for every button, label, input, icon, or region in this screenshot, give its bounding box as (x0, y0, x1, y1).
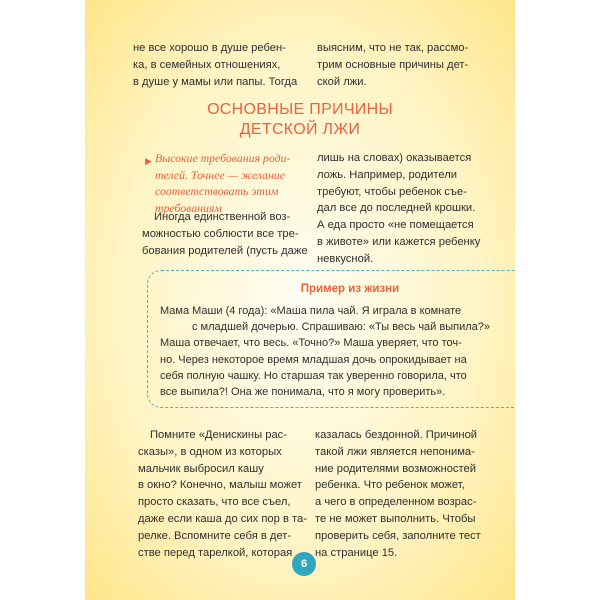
bottom-left-text: Помните «Денискины рас- сказы», в одном из которых мальчик выбросил кашу в окно? Конечно, малыш может просто сказать, что все съел, даже если каша до сих пор в та- релке. Вспомните себя в дет- стве перед тарелкой, которая (138, 429, 307, 559)
right-paragraph: лишь на словах) оказывается ложь. Например, родители требуют, чтобы ребенок съе- дал все до последней крошки. А еда просто «не помещается в животе» или кажется ребенку невкусной. (317, 152, 481, 265)
example-text: Мама Маши (4 года): «Маша пила чай. Я играла в комнате с младшей дочерью. Спрашиваю: «Ты весь чай выпила?» Маша отвечает, что весь. «Точно?» Маша уверяет, что точ- но. Через некоторое время младшая дочь опрокидывает на себя полную чашку. Но старшая так уверенно говорила, что все выпила?! Она же понимала, что я могу проверить». (160, 305, 490, 399)
book-page (85, 0, 515, 600)
example-title: Пример из жизни (300, 283, 400, 295)
bottom-right-text: казалась бездонной. Причиной такой лжи является непонима- ние родителями возможностей ребенка. Что ребенок может, а чего в определенном возрас- те не может выполнить. Чтобы проверить себя, заполните тест на странице 15. (315, 429, 481, 559)
top-right-text: выясним, что не так, рассмо- трим основные причины дет- ской лжи. (317, 42, 469, 88)
left-paragraph: Иногда единственной воз- можностью соблюсти все тре- бования родителей (пусть даже (142, 211, 308, 257)
top-left-text: не все хорошо в душе ребен- ка, в семейных отношениях, в душе у мамы или папы. Тогда (133, 42, 298, 88)
section-heading: ОСНОВНЫЕ ПРИЧИНЫ ДЕТСКОЙ ЛЖИ (207, 101, 393, 138)
bullet-title: Высокие требования роди- телей. Точнее — желание соответствовать этим требованиям (155, 151, 291, 215)
bullet-arrow-icon: ▶ (145, 156, 152, 166)
page-number-badge: 6 (292, 552, 316, 576)
